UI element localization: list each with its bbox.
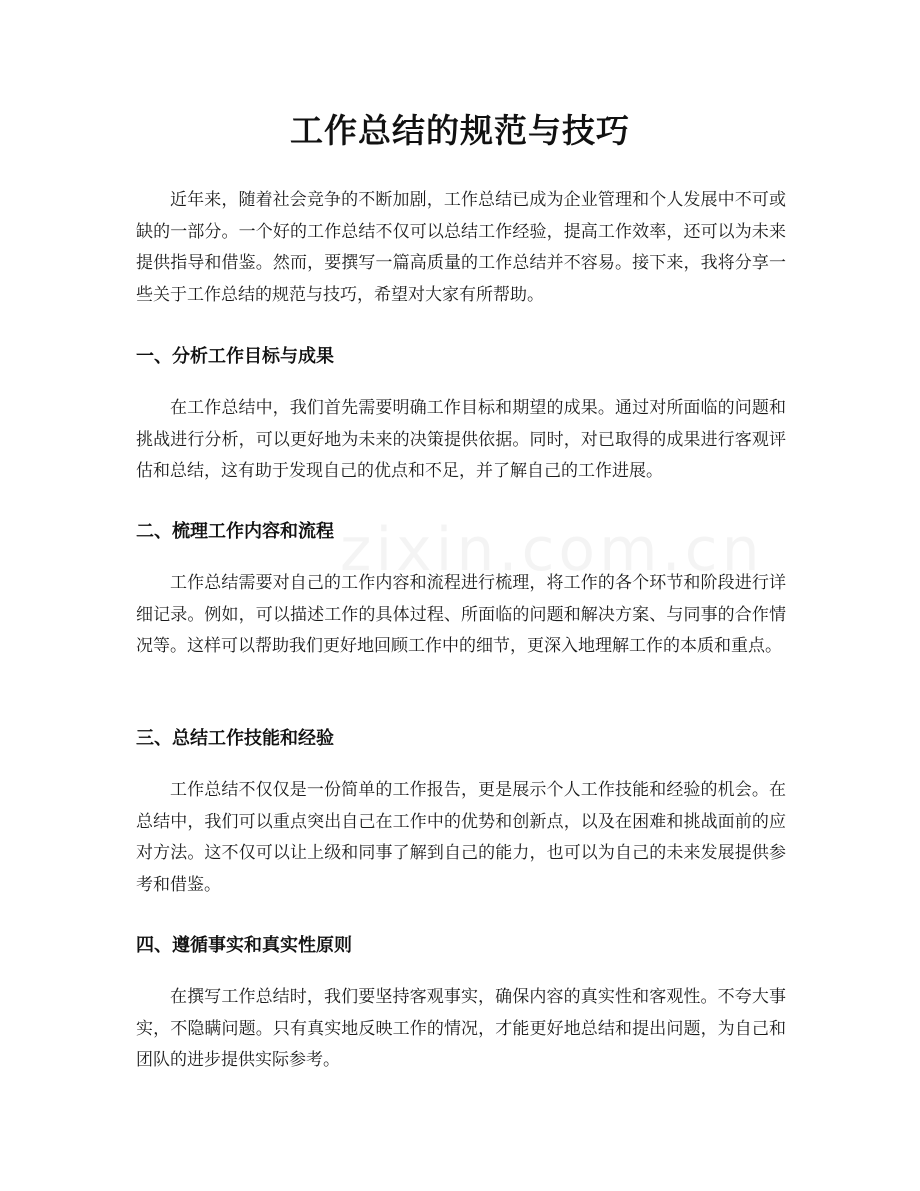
section-3-heading: 三、总结工作技能和经验 [136,728,334,749]
section-1-heading: 一、分析工作目标与成果 [136,346,334,367]
section-3-body: 工作总结不仅仅是一份简单的工作报告，更是展示个人工作技能和经验的机会。在总结中，我们可以重点突出自己在工作中的优势和创新点，以及在困难和挑战面前的应对方法。这不仅可以让上级和同事了解到自己的能力，也可以为自己的未来发展提供参考和借鉴。 [136,780,786,895]
section-2-body: 工作总结需要对自己的工作内容和流程进行梳理，将工作的各个环节和阶段进行详细记录。例如，可以描述工作的具体过程、所面临的问题和解决方案、与同事的合作情况等。这样可以帮助我们更好地回顾工作中的细节，更深入地理解工作的本质和重点。 [136,573,786,656]
section-2-heading: 二、梳理工作内容和流程 [136,521,334,542]
document-title: 工作总结的规范与技巧 [290,111,630,150]
intro-paragraph: 近年来，随着社会竞争的不断加剧，工作总结已成为企业管理和个人发展中不可或缺的一部分。一个好的工作总结不仅可以总结工作经验，提高工作效率，还可以为未来提供指导和借鉴。然而，要撰写一篇高质量的工作总结并不容易。接下来，我将分享一些关于工作总结的规范与技巧，希望对大家有所帮助。 [136,190,786,305]
section-4-body: 在撰写工作总结时，我们要坚持客观事实，确保内容的真实性和客观性。不夸大事实，不隐瞒问题。只有真实地反映工作的情况，才能更好地总结和提出问题，为自己和团队的进步提供实际参考。 [136,987,786,1070]
section-4-heading: 四、遵循事实和真实性原则 [136,935,352,956]
section-1-body: 在工作总结中，我们首先需要明确工作目标和期望的成果。通过对所面临的问题和挑战进行分析，可以更好地为未来的决策提供依据。同时，对已取得的成果进行客观评估和总结，这有助于发现自己的优点和不足，并了解自己的工作进展。 [136,398,786,481]
